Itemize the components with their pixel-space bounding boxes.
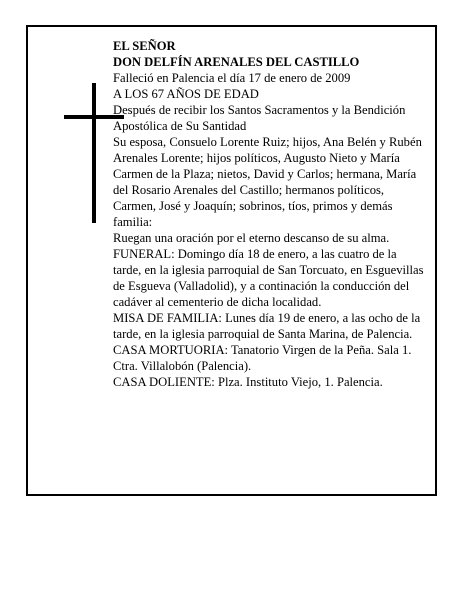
misa-paragraph: MISA DE FAMILIA: Lunes día 19 de enero, a las ocho de la tarde, en la iglesia parroquial de Santa Marina, de Palencia. [113, 311, 421, 341]
family-paragraph: Su esposa, Consuelo Lorente Ruiz; hijos, Ana Belén y Rubén Arenales Lorente; hijos políticos, Augusto Nieto y María Carmen de la Plaza; nietos, David y Carlos; hermana, María del Rosario Arenales del Castillo; hermanos políticos, Carmen, José y Joaquín; sobrinos, tíos, primos y demás familia: [113, 135, 422, 229]
funeral-paragraph: FUNERAL: Domingo día 18 de enero, a las cuatro de la tarde, en la iglesia parroquial de San Torcuato, en Esguevillas de Esgueva (Valladolid), y a continación la conducción del cadáver al cementerio de dicha localidad. [113, 247, 424, 309]
deceased-name: DON DELFÍN ARENALES DEL CASTILLO [113, 55, 360, 69]
age-line: A LOS 67 AÑOS DE EDAD [113, 87, 259, 101]
sacraments-paragraph: Después de recibir los Santos Sacramentos y la Bendición Apostólica de Su Santidad [113, 103, 406, 133]
title-line-1: EL SEÑOR [113, 39, 176, 53]
cross-vertical-bar [92, 83, 96, 223]
death-date-line: Falleció en Palencia el día 17 de enero de 2009 [113, 71, 351, 85]
obituary-text [113, 38, 428, 390]
casa-mortuoria-paragraph: CASA MORTUORIA: Tanatorio Virgen de la Peña. Sala 1. Ctra. Villalobón (Palencia). [113, 343, 412, 373]
prayer-paragraph: Ruegan una oración por el eterno descanso de su alma. [113, 231, 390, 245]
casa-doliente-paragraph: CASA DOLIENTE: Plza. Instituto Viejo, 1. Palencia. [113, 375, 383, 389]
